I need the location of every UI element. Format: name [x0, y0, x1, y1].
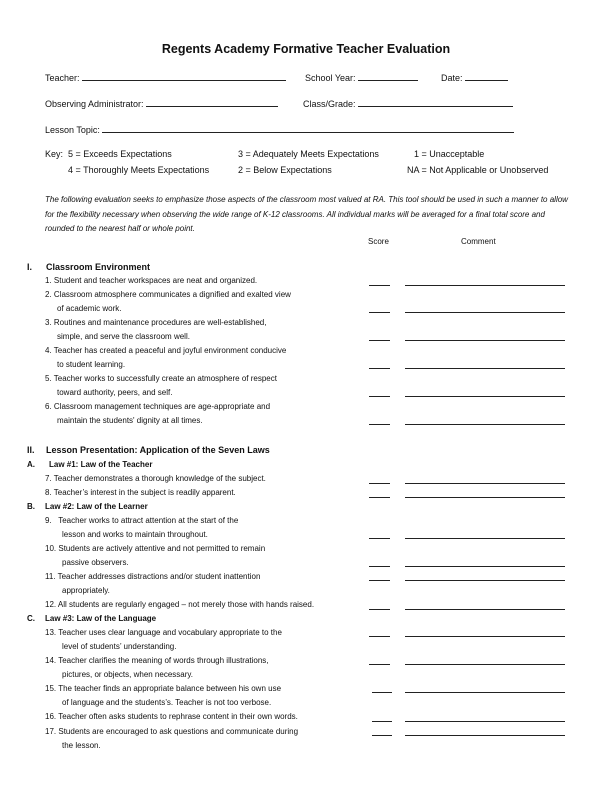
score-line[interactable] — [369, 636, 390, 637]
item-text: Teacher demonstrates a thorough knowledge of the subject. — [53, 474, 266, 483]
evaluation-item — [45, 598, 314, 612]
item-number: 14. — [45, 656, 57, 665]
evaluation-item — [45, 316, 266, 344]
score-line[interactable] — [369, 566, 390, 567]
item-number: 5. — [45, 374, 52, 383]
comment-line[interactable] — [405, 396, 565, 397]
item-text: Routines and maintenance procedures are well-established, — [53, 318, 267, 327]
key-2: 2 = Below Expectations — [238, 165, 332, 175]
item-number: 17. — [45, 727, 57, 736]
comment-line[interactable] — [405, 483, 565, 484]
item-text: The teacher finds an appropriate balance between his own use — [58, 684, 282, 693]
date-label: Date: — [441, 73, 463, 83]
comment-line[interactable] — [405, 721, 565, 722]
item-text-continued: level of students’ understanding. — [62, 642, 177, 651]
evaluation-item — [45, 725, 298, 753]
lesson-topic-label: Lesson Topic: — [45, 125, 100, 135]
comment-line[interactable] — [405, 580, 565, 581]
comment-line[interactable] — [405, 312, 565, 313]
comment-line[interactable] — [405, 368, 565, 369]
item-number: 16. — [45, 712, 57, 721]
section-number: I. — [27, 262, 33, 272]
evaluation-item — [45, 542, 265, 570]
comment-line[interactable] — [405, 636, 565, 637]
subsection-letter: A. — [27, 460, 35, 469]
score-line[interactable] — [369, 396, 390, 397]
score-line[interactable] — [369, 340, 390, 341]
score-line[interactable] — [372, 692, 392, 693]
score-line[interactable] — [369, 312, 390, 313]
comment-column-header: Comment — [461, 237, 496, 246]
item-number: 3. — [45, 318, 52, 327]
item-number: 12. — [45, 600, 57, 609]
item-number: 10. — [45, 544, 57, 553]
item-text-continued: of academic work. — [57, 304, 122, 313]
date-input-line[interactable] — [465, 72, 508, 81]
item-number: 9. — [45, 516, 52, 525]
teacher-field[interactable] — [45, 72, 286, 83]
observing-admin-field[interactable] — [45, 98, 278, 109]
teacher-input-line[interactable] — [82, 72, 286, 81]
item-number: 8. — [45, 488, 52, 497]
key-3: 3 = Adequately Meets Expectations — [238, 149, 379, 159]
item-text: Teacher has created a peaceful and joyful environment conducive — [53, 346, 287, 355]
item-text: Classroom atmosphere communicates a dignified and exalted view — [53, 290, 291, 299]
comment-line[interactable] — [405, 664, 565, 665]
subsection-letter: B. — [27, 502, 35, 511]
score-line[interactable] — [372, 721, 392, 722]
item-text-continued: passive observers. — [62, 558, 129, 567]
item-text-continued: maintain the students' dignity at all times. — [57, 416, 203, 425]
evaluation-item — [45, 344, 286, 372]
evaluation-item — [45, 486, 236, 500]
comment-line[interactable] — [405, 609, 565, 610]
item-text-continued: simple, and serve the classroom well. — [57, 332, 190, 341]
evaluation-item — [45, 682, 281, 710]
evaluation-item — [45, 372, 277, 400]
score-line[interactable] — [372, 735, 392, 736]
item-number: 15. — [45, 684, 57, 693]
score-column-header: Score — [368, 237, 389, 246]
class-grade-field[interactable] — [303, 98, 513, 109]
score-line[interactable] — [369, 368, 390, 369]
section-heading — [27, 445, 427, 457]
score-line[interactable] — [369, 664, 390, 665]
evaluation-item — [45, 514, 238, 542]
subsection-title: Law #1: Law of the Teacher — [49, 460, 153, 469]
comment-line[interactable] — [405, 497, 565, 498]
comment-line[interactable] — [405, 424, 565, 425]
score-line[interactable] — [369, 483, 390, 484]
school-year-input-line[interactable] — [358, 72, 418, 81]
section-heading — [27, 262, 327, 274]
teacher-label: Teacher: — [45, 73, 80, 83]
page-title: Regents Academy Formative Teacher Evaluation — [161, 42, 451, 56]
item-text: Teacher’s interest in the subject is readily apparent. — [53, 488, 236, 497]
observing-admin-label: Observing Administrator: — [45, 99, 144, 109]
subsection-title: Law #2: Law of the Learner — [45, 502, 148, 511]
evaluation-item — [45, 654, 269, 682]
comment-line[interactable] — [405, 285, 565, 286]
item-text: Classroom management techniques are age-appropriate and — [53, 402, 271, 411]
item-text: Teacher often asks students to rephrase content in their own words. — [58, 712, 298, 721]
key-na: NA = Not Applicable or Unobserved — [407, 165, 549, 175]
item-number: 13. — [45, 628, 57, 637]
comment-line[interactable] — [405, 538, 565, 539]
item-number: 2. — [45, 290, 52, 299]
section-title: Classroom Environment — [46, 262, 151, 272]
item-text: Teacher clarifies the meaning of words through illustrations, — [58, 656, 269, 665]
section-number: II. — [27, 445, 35, 455]
evaluation-item — [45, 274, 257, 288]
item-text: Teacher works to attract attention at the start of the — [58, 516, 239, 525]
comment-line[interactable] — [405, 340, 565, 341]
item-text: Teacher addresses distractions and/or student inattention — [57, 572, 261, 581]
intro-paragraph: The following evaluation seeks to emphasize those aspects of the classroom most valued at RA. This tool should be used in such a manner to allow for the flexibility necessary when observing the wide range of K-12 classrooms. All individual marks will be averaged for a final total score and rounded to the nearest half or whole point. — [45, 195, 568, 233]
item-text: Student and teacher workspaces are neat and organized. — [53, 276, 258, 285]
score-line[interactable] — [369, 424, 390, 425]
item-text-continued: appropriately. — [62, 586, 110, 595]
key-1: 1 = Unacceptable — [414, 149, 485, 159]
subsection-title: Law #3: Law of the Language — [45, 614, 157, 623]
class-grade-input-line[interactable] — [358, 98, 513, 107]
score-line[interactable] — [369, 580, 390, 581]
school-year-field[interactable] — [305, 72, 418, 83]
key-4: 4 = Thoroughly Meets Expectations — [68, 165, 210, 175]
item-number: 1. — [45, 276, 52, 285]
score-line[interactable] — [369, 285, 390, 286]
item-text: Students are encouraged to ask questions and communicate during — [58, 727, 299, 736]
evaluation-item — [45, 710, 298, 724]
item-text-continued: toward authority, peers, and self. — [57, 388, 173, 397]
observing-admin-input-line[interactable] — [146, 98, 278, 107]
item-number: 11. — [45, 572, 56, 581]
item-text: Teacher works to successfully create an atmosphere of respect — [53, 374, 277, 383]
score-line[interactable] — [369, 538, 390, 539]
section-title: Lesson Presentation: Application of the Seven Laws — [46, 445, 270, 455]
date-field[interactable] — [441, 72, 508, 83]
evaluation-item — [45, 626, 282, 654]
evaluation-item — [45, 570, 260, 598]
item-number: 7. — [45, 474, 52, 483]
school-year-label: School Year: — [305, 73, 356, 83]
evaluation-item — [45, 400, 270, 428]
item-text: Teacher uses clear language and vocabulary appropriate to the — [58, 628, 282, 637]
lesson-topic-field[interactable] — [45, 124, 514, 135]
score-line[interactable] — [369, 609, 390, 610]
item-number: 4. — [45, 346, 52, 355]
lesson-topic-input-line[interactable] — [102, 124, 514, 133]
subsection-letter: C. — [27, 614, 35, 623]
comment-line[interactable] — [405, 735, 565, 736]
item-text-continued: to student learning. — [57, 360, 126, 369]
class-grade-label: Class/Grade: — [303, 99, 356, 109]
comment-line[interactable] — [405, 692, 565, 693]
key-label: Key: — [45, 149, 64, 159]
comment-line[interactable] — [405, 566, 565, 567]
item-text-continued: of language and the students’s. Teacher is not too verbose. — [62, 698, 272, 707]
key-5: 5 = Exceeds Expectations — [68, 149, 172, 159]
item-text-continued: lesson and works to maintain throughout. — [62, 530, 208, 539]
evaluation-item — [45, 472, 266, 486]
item-number: 6. — [45, 402, 52, 411]
evaluation-item — [45, 288, 291, 316]
item-text: All students are regularly engaged – not merely those with hands raised. — [57, 600, 315, 609]
item-text-continued: the lesson. — [62, 741, 101, 750]
score-line[interactable] — [369, 497, 390, 498]
item-text: Students are actively attentive and not permitted to remain — [58, 544, 266, 553]
item-text-continued: pictures, or objects, when necessary. — [62, 670, 194, 679]
